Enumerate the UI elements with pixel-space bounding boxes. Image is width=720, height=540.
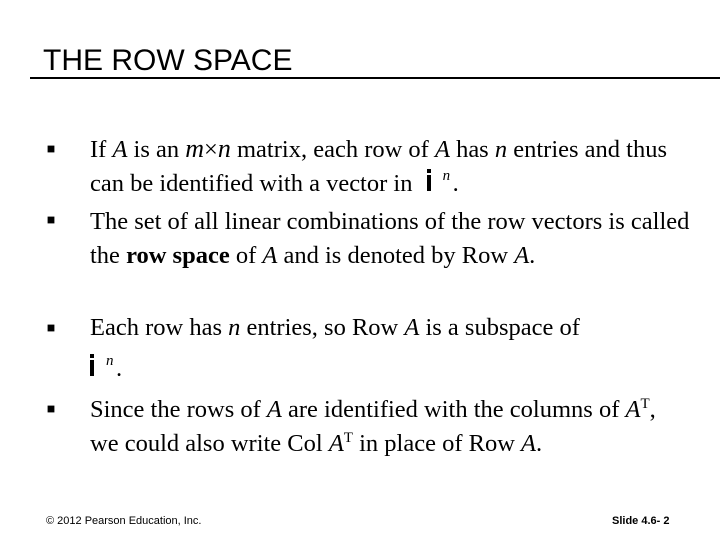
rn-superscript: n: [442, 168, 451, 184]
bullet-text-2: [90, 205, 690, 273]
b1-text-2: is an: [127, 136, 186, 163]
b2-text-1: The set of all linear combinations of the row vectors is called the: [90, 208, 690, 269]
bullet-text-1: [90, 132, 690, 201]
b3-text-2: entries, so Row: [240, 314, 405, 341]
b4-text-3: , we could also write Col: [90, 396, 656, 457]
b1-text-4: has: [449, 136, 495, 163]
b3-text-1: Each row has: [90, 314, 229, 341]
b4-text-4: in place of Row: [352, 430, 522, 457]
b2-var-a1: A: [262, 242, 278, 269]
b4-var-a1: A: [266, 396, 282, 423]
bullet-marker-4: [47, 405, 56, 414]
rn-superscript: n: [106, 353, 114, 369]
b2-text-4: .: [529, 242, 536, 269]
b4-var-a3: A: [328, 430, 344, 457]
b2-var-a2: A: [514, 242, 530, 269]
b4-text-1: Since the rows of: [90, 396, 267, 423]
b1-var-n: n: [494, 136, 508, 163]
bullet-text-3: [90, 311, 690, 345]
footer-slide-number: Slide 4.6- 2: [612, 515, 670, 527]
b3-text-3: is a subspace of: [419, 314, 580, 341]
b1-var-a1: A: [112, 136, 128, 163]
math-m: m: [185, 134, 205, 163]
b1-text-5: entries and thus can be identified with a vector in: [90, 136, 668, 197]
bullet-marker-2: [47, 216, 56, 225]
b2-text-3: and is denoted by Row: [277, 242, 515, 269]
b1-var-a2: A: [434, 136, 450, 163]
b2-text-2: of: [229, 242, 263, 269]
b4-text-5: .: [536, 430, 543, 457]
b4-transpose-1: T: [640, 396, 650, 412]
b1-text-6: .: [452, 170, 459, 197]
b1-text-3: matrix, each row of: [230, 136, 435, 163]
b2-bold-term: row space: [126, 242, 230, 269]
b1-text-1: If: [90, 136, 113, 163]
b4-var-a4: A: [521, 430, 536, 457]
real-numbers-icon: [419, 169, 453, 193]
b3-text-4: .: [116, 355, 123, 382]
title-underline: [30, 77, 720, 79]
bullet-marker-3: [47, 324, 56, 333]
bullet-marker-1: [47, 145, 56, 154]
math-n: n: [217, 134, 231, 163]
b4-var-a2: A: [625, 396, 641, 423]
b3-var-n: n: [228, 314, 241, 341]
b4-text-2: are identified with the columns of: [281, 396, 626, 423]
math-times: ×: [204, 136, 218, 163]
bullet-text-4: [90, 393, 690, 461]
b4-transpose-2: T: [343, 430, 353, 446]
b3-var-a: A: [404, 314, 420, 341]
slide-title: THE ROW SPACE: [43, 44, 293, 77]
real-numbers-icon: [82, 354, 116, 378]
footer-copyright: © 2012 Pearson Education, Inc.: [46, 515, 202, 527]
bullet-text-3-symbol-line: [82, 352, 682, 386]
